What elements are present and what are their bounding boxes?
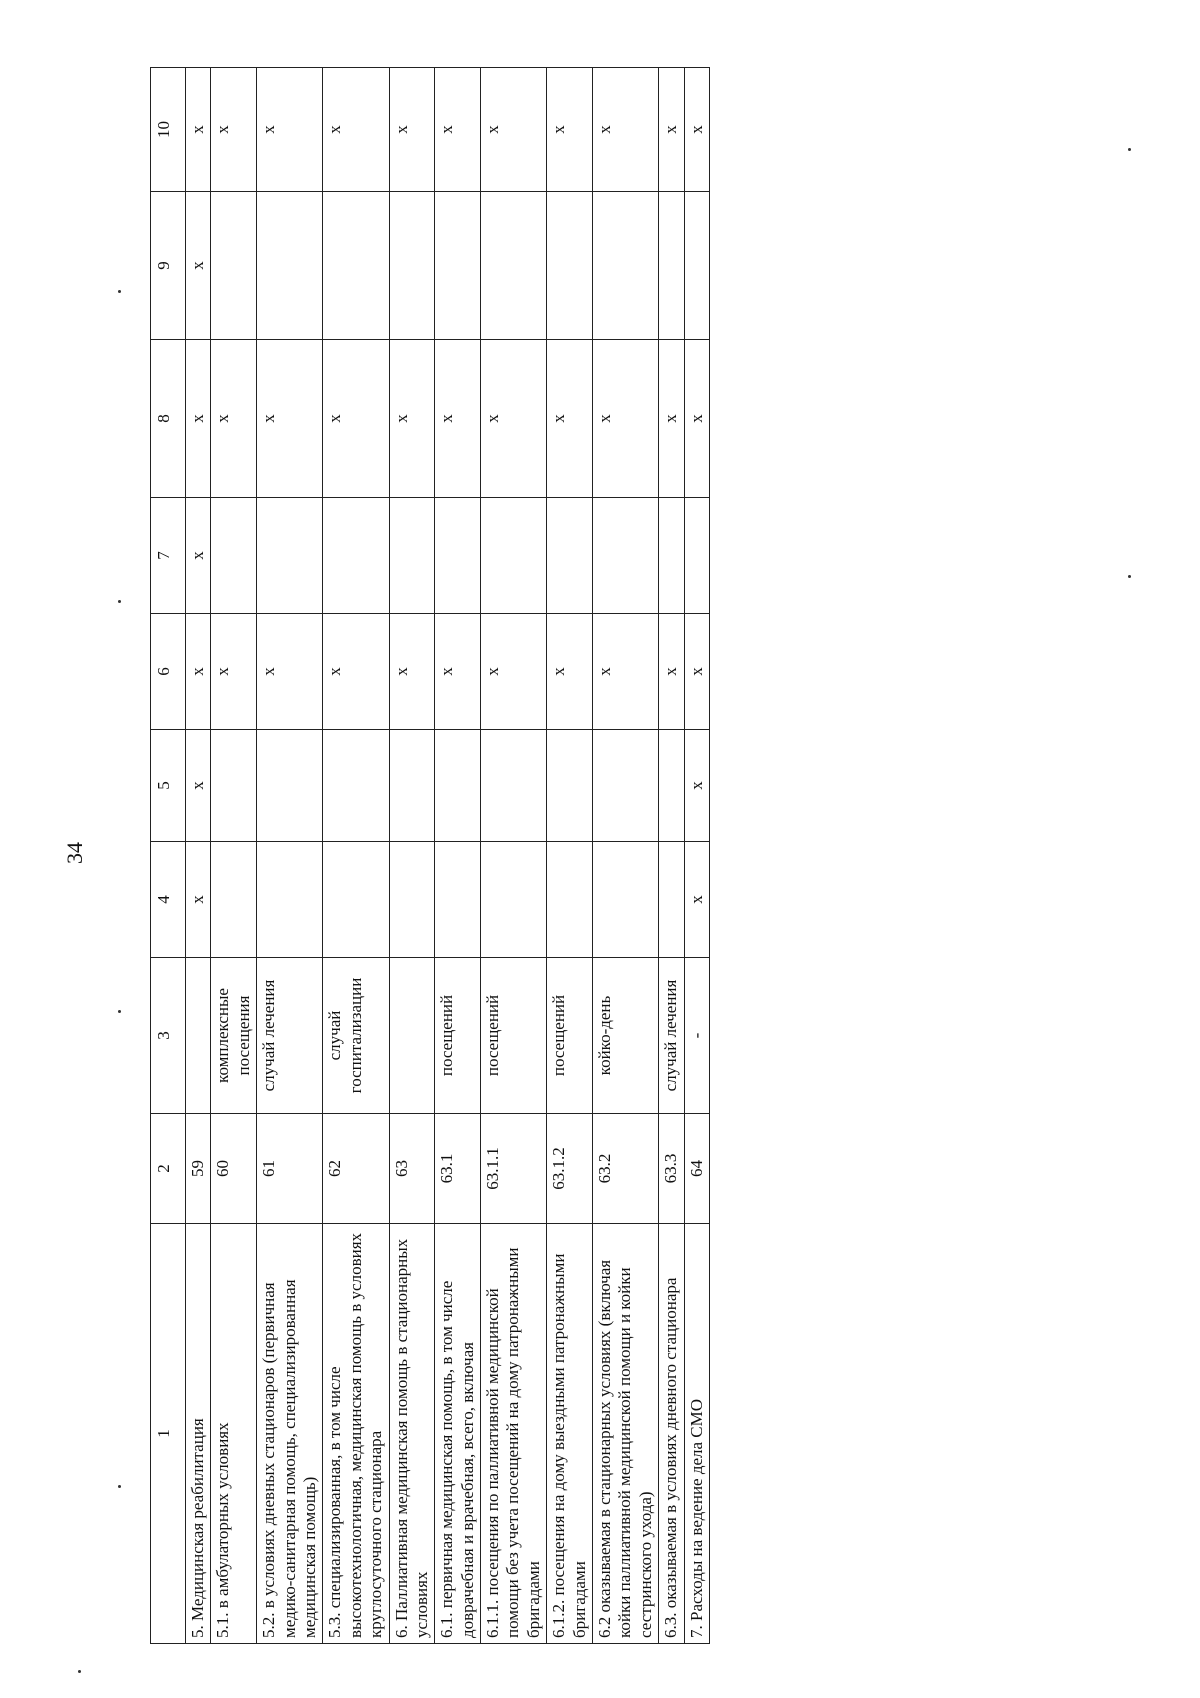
column-header: 7 [151, 498, 186, 614]
table-row [435, 68, 481, 1644]
cell-col-4 [211, 842, 257, 958]
row-unit: посещений [435, 958, 481, 1114]
cell-col-6: х [389, 614, 435, 730]
cell-col-4 [257, 842, 323, 958]
cell-col-8: х [684, 340, 709, 498]
cell-col-7 [684, 498, 709, 614]
row-unit [389, 958, 435, 1114]
row-unit: посещений [547, 958, 593, 1114]
cell-col-7: х [186, 498, 211, 614]
cell-col-9 [684, 192, 709, 340]
row-label: 5.2. в условиях дневных стационаров (первичная медико-санитарная помощь, специализированная медицинская помощь) [257, 1224, 323, 1644]
cell-col-5 [659, 730, 684, 842]
cell-col-10: х [323, 68, 389, 192]
cell-col-10: х [684, 68, 709, 192]
column-header: 1 [151, 1224, 186, 1644]
scan-speck [118, 1485, 121, 1488]
cell-col-7 [257, 498, 323, 614]
cell-col-6: х [186, 614, 211, 730]
table-row [659, 68, 684, 1644]
table-row [257, 68, 323, 1644]
cell-col-7 [323, 498, 389, 614]
column-header: 3 [151, 958, 186, 1114]
row-label: 6.3. оказываемая в условиях дневного стационара [659, 1224, 684, 1644]
cell-col-4: х [684, 842, 709, 958]
row-label: 6.1. первичная медицинская помощь, в том числе доврачебная и врачебная, всего, включая [435, 1224, 481, 1644]
header-row [151, 68, 186, 1644]
cell-col-5 [389, 730, 435, 842]
rotated-table-container [150, 68, 1130, 1644]
cell-col-4 [435, 842, 481, 958]
row-unit [186, 958, 211, 1114]
row-code: 63.1.1 [481, 1114, 547, 1224]
cell-col-9 [323, 192, 389, 340]
cell-col-10: х [257, 68, 323, 192]
cell-col-10: х [211, 68, 257, 192]
cell-col-8: х [389, 340, 435, 498]
cell-col-5: х [186, 730, 211, 842]
row-label: 5. Медицинская реабилитация [186, 1224, 211, 1644]
cell-col-8: х [593, 340, 659, 498]
cell-col-10: х [435, 68, 481, 192]
row-label: 6. Паллиативная медицинская помощь в стационарных условиях [389, 1224, 435, 1644]
table-row [389, 68, 435, 1644]
cell-col-4: х [186, 842, 211, 958]
row-code: 63.3 [659, 1114, 684, 1224]
cell-col-6: х [593, 614, 659, 730]
cell-col-4 [593, 842, 659, 958]
scan-speck [78, 1670, 81, 1673]
row-unit: посещений [481, 958, 547, 1114]
cell-col-9 [547, 192, 593, 340]
cell-col-8: х [186, 340, 211, 498]
scan-speck [118, 290, 121, 293]
scan-speck [118, 1010, 121, 1013]
cell-col-10: х [547, 68, 593, 192]
row-code: 61 [257, 1114, 323, 1224]
table-row [684, 68, 709, 1644]
row-unit: случай лечения [659, 958, 684, 1114]
cell-col-6: х [435, 614, 481, 730]
cell-col-4 [323, 842, 389, 958]
cell-col-6: х [547, 614, 593, 730]
cell-col-6: х [659, 614, 684, 730]
cell-col-8: х [547, 340, 593, 498]
cell-col-7 [435, 498, 481, 614]
cell-col-9 [211, 192, 257, 340]
column-header: 8 [151, 340, 186, 498]
row-unit: комплексные посещения [211, 958, 257, 1114]
cell-col-5 [593, 730, 659, 842]
cell-col-8: х [211, 340, 257, 498]
row-code: 63.1.2 [547, 1114, 593, 1224]
cell-col-8: х [435, 340, 481, 498]
cell-col-10: х [593, 68, 659, 192]
row-code: 62 [323, 1114, 389, 1224]
cell-col-5 [257, 730, 323, 842]
row-label: 5.1. в амбулаторных условиях [211, 1224, 257, 1644]
row-label: 5.3. специализированная, в том числе высокотехнологичная, медицинская помощь в условиях круглосуточного стационара [323, 1224, 389, 1644]
scan-speck [118, 600, 121, 603]
cell-col-9 [593, 192, 659, 340]
cell-col-9 [659, 192, 684, 340]
cell-col-7 [593, 498, 659, 614]
cell-col-4 [481, 842, 547, 958]
cell-col-10: х [481, 68, 547, 192]
cell-col-10: х [389, 68, 435, 192]
cell-col-7 [211, 498, 257, 614]
cell-col-8: х [257, 340, 323, 498]
cell-col-5 [435, 730, 481, 842]
column-header: 10 [151, 68, 186, 192]
cell-col-9: х [186, 192, 211, 340]
row-label: 7. Расходы на ведение дела СМО [684, 1224, 709, 1644]
table-row [481, 68, 547, 1644]
table-row [211, 68, 257, 1644]
row-code: 63.1 [435, 1114, 481, 1224]
cell-col-10: х [186, 68, 211, 192]
table-row [593, 68, 659, 1644]
table-row [323, 68, 389, 1644]
cell-col-8: х [481, 340, 547, 498]
page-number: 34 [62, 842, 87, 864]
table-row [547, 68, 593, 1644]
cell-col-6: х [481, 614, 547, 730]
cell-col-6: х [211, 614, 257, 730]
cell-col-4 [659, 842, 684, 958]
cell-col-10: х [659, 68, 684, 192]
cell-col-8: х [323, 340, 389, 498]
cell-col-6: х [684, 614, 709, 730]
cell-col-9 [481, 192, 547, 340]
cell-col-6: х [323, 614, 389, 730]
cell-col-6: х [257, 614, 323, 730]
cell-col-9 [257, 192, 323, 340]
row-code: 59 [186, 1114, 211, 1224]
cell-col-5: х [684, 730, 709, 842]
column-header: 2 [151, 1114, 186, 1224]
cell-col-9 [389, 192, 435, 340]
row-label: 6.1.2. посещения на дому выездными патронажными бригадами [547, 1224, 593, 1644]
cell-col-5 [211, 730, 257, 842]
cell-col-4 [389, 842, 435, 958]
cell-col-8: х [659, 340, 684, 498]
row-unit: койко-день [593, 958, 659, 1114]
cell-col-7 [659, 498, 684, 614]
row-code: 64 [684, 1114, 709, 1224]
cell-col-5 [547, 730, 593, 842]
row-unit: - [684, 958, 709, 1114]
cell-col-5 [323, 730, 389, 842]
column-header: 5 [151, 730, 186, 842]
cell-col-5 [481, 730, 547, 842]
table-row [186, 68, 211, 1644]
row-unit: случай госпитализации [323, 958, 389, 1114]
cell-col-4 [547, 842, 593, 958]
row-code: 63 [389, 1114, 435, 1224]
row-code: 63.2 [593, 1114, 659, 1224]
row-code: 60 [211, 1114, 257, 1224]
row-label: 6.2 оказываемая в стационарных условиях (включая койки паллиативной медицинской помощи и койки сестринского ухода) [593, 1224, 659, 1644]
column-header: 6 [151, 614, 186, 730]
cell-col-7 [389, 498, 435, 614]
cell-col-7 [481, 498, 547, 614]
row-unit: случай лечения [257, 958, 323, 1114]
cell-col-9 [435, 192, 481, 340]
column-header: 4 [151, 842, 186, 958]
report-table [150, 67, 710, 1644]
cell-col-7 [547, 498, 593, 614]
table-body [186, 68, 710, 1644]
column-header: 9 [151, 192, 186, 340]
row-label: 6.1.1. посещения по паллиативной медицинской помощи без учета посещений на дому патронажными бригадами [481, 1224, 547, 1644]
